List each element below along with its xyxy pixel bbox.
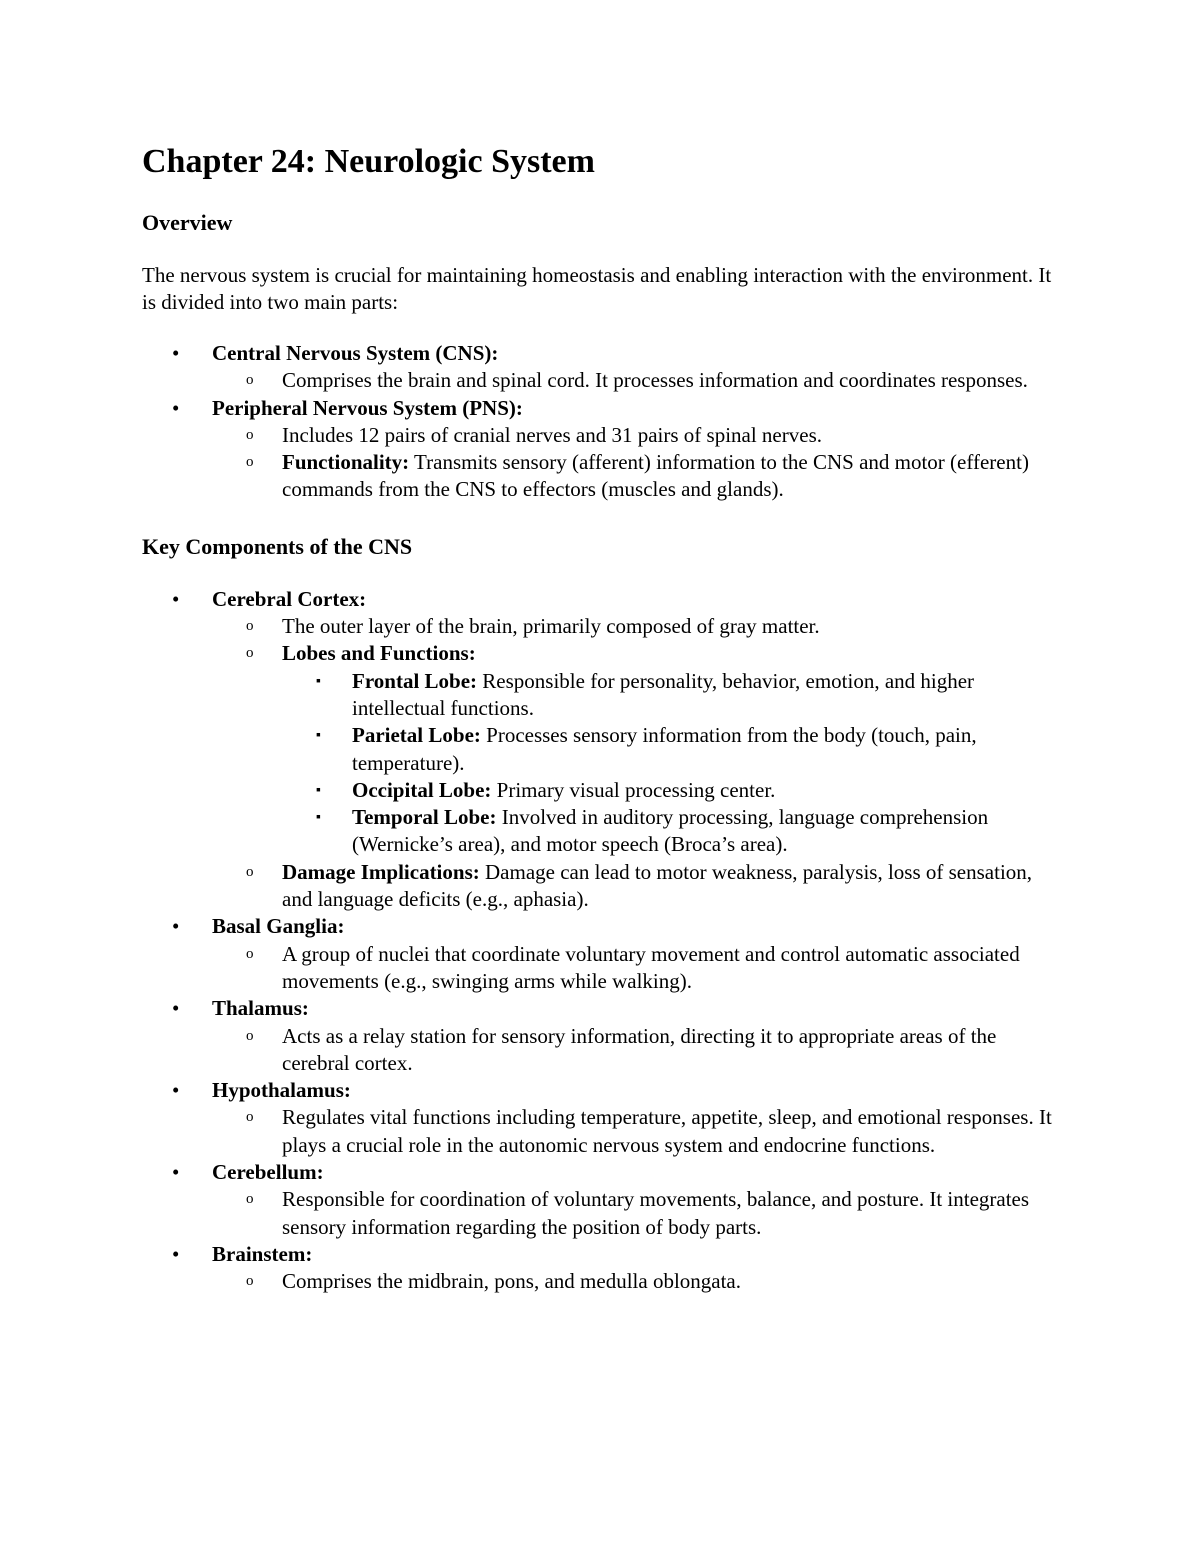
list-item-cns: [142, 340, 1062, 395]
list-item-cerebellum: [142, 1159, 1062, 1241]
circle-marker: o: [246, 372, 254, 389]
circle-marker: o: [246, 1273, 254, 1290]
overview-intro: The nervous system is crucial for maintaining homeostasis and enabling interaction with the environment. It is divided into two main parts:: [142, 263, 1052, 314]
sub-item: [212, 449, 1062, 504]
lobe-item: [282, 668, 1062, 723]
circle-marker: o: [246, 618, 254, 635]
bullet-marker: •: [172, 1160, 180, 1185]
sub-item-text: The outer layer of the brain, primarily composed of gray matter.: [282, 614, 820, 639]
item-label: Central Nervous System (CNS):: [212, 341, 499, 365]
key-components-list: [142, 586, 1062, 1296]
circle-marker: o: [246, 863, 254, 880]
sub-item: [212, 1186, 1062, 1241]
sub-item: [212, 1268, 1062, 1295]
sub-item: [212, 941, 1062, 996]
bullet-marker: •: [172, 996, 180, 1021]
item-label: Hypothalamus:: [212, 1078, 351, 1103]
item-label: Peripheral Nervous System (PNS):: [212, 395, 523, 420]
page-title: Chapter 24: Neurologic System: [142, 143, 595, 180]
overview-list: [142, 340, 1062, 504]
lobe-label: Occipital Lobe:: [352, 777, 492, 802]
list-item-thalamus: [142, 995, 1062, 1077]
bullet-marker: •: [172, 1078, 180, 1103]
circle-marker: o: [246, 945, 254, 962]
circle-marker: o: [246, 454, 254, 471]
item-label: Basal Ganglia:: [212, 914, 345, 939]
list-item-hypothalamus: [142, 1077, 1062, 1159]
sub-item: [212, 422, 1062, 449]
sub-item: [212, 1023, 1062, 1078]
item-label: Cerebral Cortex:: [212, 586, 367, 611]
sub-item-label: Functionality:: [282, 450, 410, 475]
key-components-heading: Key Components of the CNS: [142, 533, 413, 559]
overview-heading: Overview: [142, 210, 233, 235]
square-marker: ▪: [316, 810, 321, 826]
sub-item-label: Lobes and Functions:: [282, 641, 476, 666]
circle-marker: o: [246, 1109, 254, 1126]
item-label: Cerebellum:: [212, 1160, 324, 1185]
sub-item-label: Damage Implications:: [282, 859, 480, 884]
list-item-brainstem: [142, 1241, 1062, 1296]
sub-item-text: A group of nuclei that coordinate voluntary movement and control automatic associated movements (e.g., swinging arms while walking).: [282, 941, 1020, 993]
sub-item-text: Includes 12 pairs of cranial nerves and 31 pairs of spinal nerves.: [282, 422, 822, 447]
document-content: [142, 140, 1062, 1296]
sub-item-text: Comprises the brain and spinal cord. It processes information and coordinates responses.: [282, 368, 1028, 393]
circle-marker: o: [246, 426, 254, 443]
sub-item-text: Damage can lead to motor weakness, paralysis, loss of sensation, and language deficits (e.g., aphasia).: [282, 859, 1033, 912]
sub-item-text: Comprises the midbrain, pons, and medulla oblongata.: [282, 1269, 742, 1294]
list-item-pns: [142, 395, 1062, 504]
circle-marker: o: [246, 1191, 254, 1208]
lobe-label: Temporal Lobe:: [352, 805, 497, 830]
square-marker: ▪: [316, 782, 321, 798]
item-label: Brainstem:: [212, 1241, 313, 1266]
sub-item-text: Responsible for coordination of voluntary movements, balance, and posture. It integrates sensory information regarding the position of body parts.: [282, 1187, 1030, 1239]
sub-item-text: Regulates vital functions including temperature, appetite, sleep, and emotional responses. It plays a crucial role in the autonomic nervous system and endocrine functions.: [282, 1105, 1052, 1157]
lobe-item: [282, 777, 1062, 804]
lobe-item: [282, 722, 1062, 777]
lobe-text: Responsible for personality, behavior, emotion, and higher intellectual functions.: [352, 668, 975, 720]
circle-marker: o: [246, 645, 254, 662]
bullet-marker: •: [172, 914, 180, 939]
bullet-marker: •: [172, 1241, 180, 1266]
sub-item: [212, 1104, 1062, 1159]
lobe-text: Processes sensory information from the body (touch, pain, temperature).: [352, 723, 977, 775]
bullet-marker: •: [172, 586, 180, 611]
sub-item: [212, 367, 1062, 394]
list-item-cerebral-cortex: [142, 586, 1062, 914]
sub-item: [212, 613, 1062, 640]
bullet-marker: •: [172, 341, 180, 365]
list-item-basal-ganglia: [142, 913, 1062, 995]
sub-item-text: Transmits sensory (afferent) information to the CNS and motor (efferent) commands from the CNS to effectors (muscles and glands).: [282, 450, 1029, 502]
sub-item-lobes: [212, 640, 1062, 858]
sub-item-text: Acts as a relay station for sensory information, directing it to appropriate areas of the cerebral cortex.: [282, 1023, 997, 1075]
lobe-label: Parietal Lobe:: [352, 723, 481, 748]
lobe-label: Frontal Lobe:: [352, 668, 478, 693]
sub-item: [212, 859, 1062, 914]
item-label: Thalamus:: [212, 996, 309, 1021]
circle-marker: o: [246, 1027, 254, 1044]
bullet-marker: •: [172, 395, 180, 420]
square-marker: ▪: [316, 673, 321, 689]
lobe-text: Involved in auditory processing, language comprehension (Wernicke’s area), and motor speech (Broca’s area).: [352, 805, 989, 857]
square-marker: ▪: [316, 728, 321, 744]
lobe-item: [282, 804, 1062, 859]
lobe-text: Primary visual processing center.: [491, 777, 776, 802]
